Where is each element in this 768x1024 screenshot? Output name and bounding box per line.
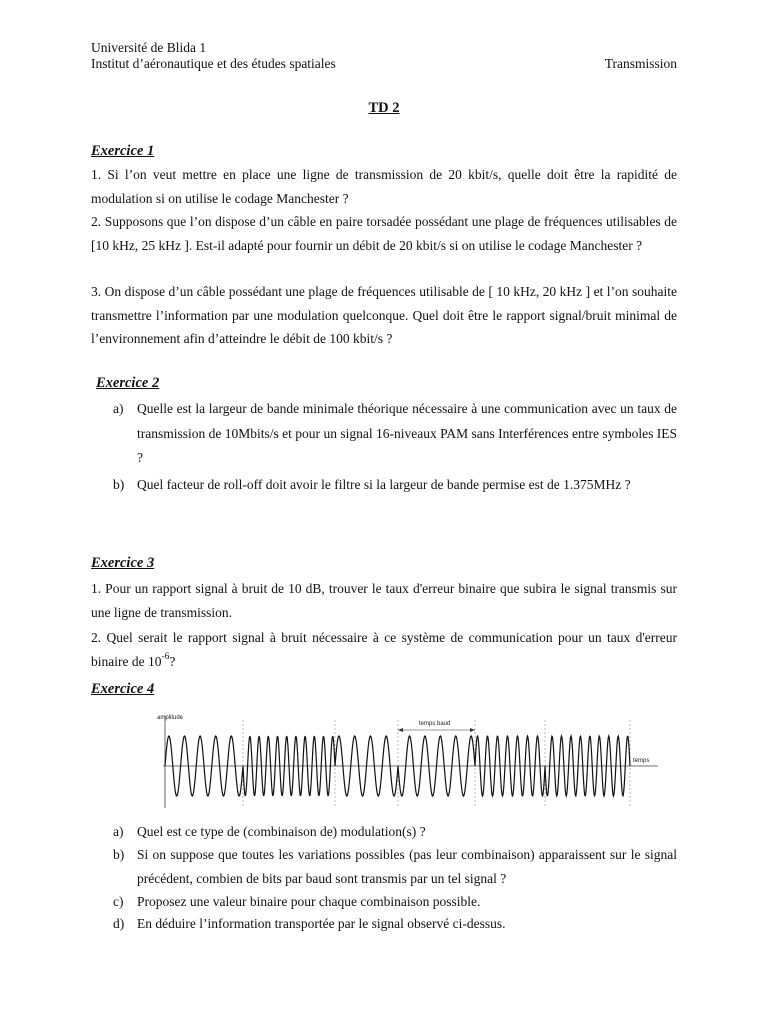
- item-label: a): [113, 401, 124, 416]
- exercise4-item-a: [113, 820, 677, 844]
- item-text: Quelle est la largeur de bande minimale théorique nécessaire à une communication avec un taux de transmission de 10Mbits/s et pour un signal 16-niveaux PAM sans Interférences entre symboles IES ?: [137, 401, 677, 465]
- exercise4-title: Exercice 4: [91, 681, 155, 697]
- item-label: b): [113, 477, 125, 492]
- item-label: c): [113, 894, 124, 909]
- baud-arrow-left-head: [398, 728, 403, 732]
- exercise2-item-b: [113, 473, 677, 498]
- baud-arrow-right-head: [470, 728, 475, 732]
- baud-label: temps baud: [419, 721, 451, 727]
- x-axis-label: temps: [633, 758, 650, 764]
- exercise4-item-d: [113, 912, 677, 936]
- exercise4-item-c: [113, 890, 677, 914]
- item-text: Quel est ce type de (combinaison de) modulation(s) ?: [137, 824, 426, 839]
- y-axis-label: amplitude: [157, 715, 184, 721]
- question-end: ?: [169, 653, 176, 669]
- exercise1-question-1: 1. Si l’on veut mettre en place une ligne de transmission de 20 kbit/s, quelle doit être la rapidité de modulation si on utilise le codage Manchester ?: [91, 167, 677, 206]
- item-label: d): [113, 916, 125, 931]
- header-institute: Institut d’aéronautique et des études spatiales: [91, 56, 336, 71]
- exercise1-title: Exercice 1: [91, 143, 155, 159]
- exercise1-question-3: 3. On dispose d’un câble possédant une plage de fréquences utilisable de [ 10 kHz, 20 kHz ] et l’on souhaite transmettre l’information par une modulation quelconque. Quel doit être le rapport signal/bruit minimal de l’environnement afin d’atteindre le débit de 100 kbit/s ?: [91, 284, 677, 346]
- exercise3-title: Exercice 3: [91, 555, 155, 571]
- exercise2-item-a: [113, 397, 677, 471]
- page-title: TD 2: [368, 100, 400, 116]
- item-text: Si on suppose que toutes les variations possibles (pas leur combinaison) apparaissent sur le signal précédent, combien de bits par baud sont transmis par un tel signal ?: [137, 847, 677, 886]
- modulated-signal-figure: [155, 710, 660, 810]
- exponent: -6: [161, 652, 170, 662]
- exercise2-title: Exercice 2: [96, 375, 160, 391]
- exercise3-question-2: [91, 626, 677, 673]
- header-course: Transmission: [604, 56, 677, 71]
- item-text: Quel facteur de roll-off doit avoir le filtre si la largeur de bande permise est de 1.375MHz ?: [137, 477, 631, 492]
- item-text: En déduire l’information transportée par le signal observé ci-dessus.: [137, 916, 506, 931]
- exercise4-item-b: [113, 843, 677, 890]
- exercise1-question-2: 2. Supposons que l’on dispose d’un câble en paire torsadée possédant une plage de fréquences utilisables de [10 kHz, 25 kHz ]. Est-il adapté pour fournir un débit de 20 kbit/s si on utilise le codage Manchester ?: [91, 214, 677, 253]
- question-text: 2. Quel serait le rapport signal à bruit nécessaire à ce système de communication pour un taux d'erreur binaire de 10: [91, 630, 677, 669]
- item-label: b): [113, 847, 125, 862]
- item-text: Proposez une valeur binaire pour chaque combinaison possible.: [137, 894, 481, 909]
- header-university: Université de Blida 1: [91, 40, 207, 55]
- item-label: a): [113, 824, 124, 839]
- exercise3-question-1: 1. Pour un rapport signal à bruit de 10 dB, trouver le taux d'erreur binaire que subira le signal transmis sur une ligne de transmission.: [91, 581, 677, 620]
